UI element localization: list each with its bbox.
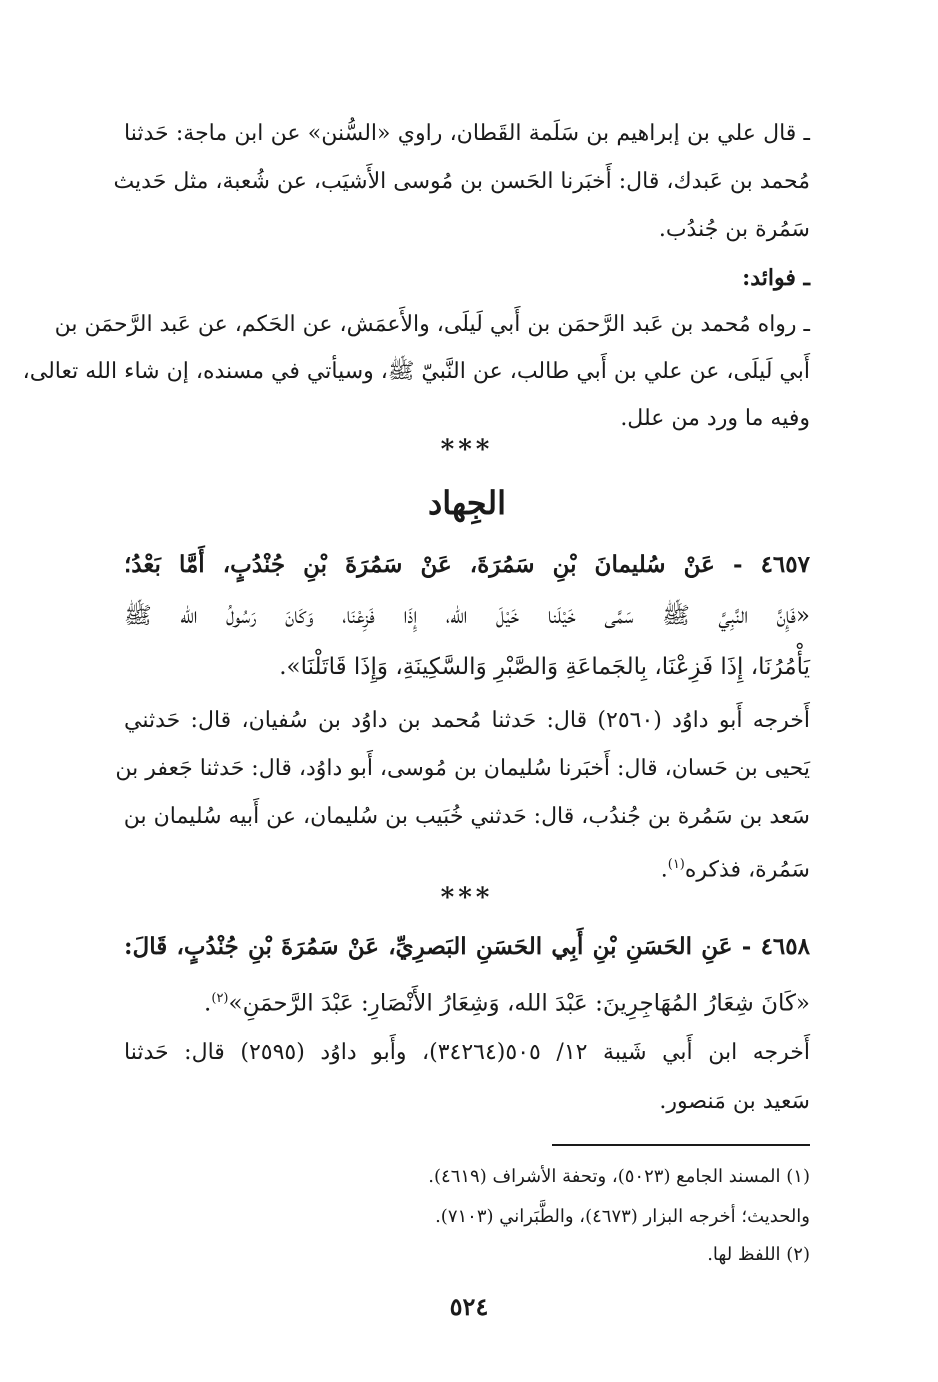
hadith-4658-line: ٤٦٥٨ - عَنِ الحَسَنِ بْنِ أَبِي الحَسَنِ البَصرِيِّ، عَنْ سَمُرَةَ بْنِ جُنْدُبٍ، قَالَ: bbox=[124, 933, 810, 960]
footnote-ref: (٢) bbox=[211, 991, 229, 1006]
benefits-label: ـ فوائد: bbox=[742, 265, 810, 291]
hadith-end: . bbox=[204, 990, 212, 1017]
footnote-ref: (١) bbox=[667, 857, 685, 872]
footnote-rule bbox=[552, 1144, 810, 1146]
text-line: ـ رواه مُحمد بن عَبد الرَّحمَن بن أَبي لَيلَى، والأَعمَش، عن الحَكم، عن عَبد الرَّحمَن بن bbox=[54, 312, 810, 337]
text-line: مُحمد بن عَبدك، قال: أَخبَرنا الحَسن بن مُوسى الأَشيَب، عن شُعبة، مثل حَديث bbox=[113, 169, 810, 194]
takhrij-end: . bbox=[660, 857, 668, 883]
takhrij-line: أَخرجه أَبو داوُد (٢٥٦٠) قال: حَدثنا مُحمد بن داوُد بن سُفيان، قال: حَدثني bbox=[124, 708, 810, 733]
takhrij-line: سَعد بن سَمُرة بن جُندُب، قال: حَدثني خُبَيب بن سُليمان، عن أَبيه سُليمان بن bbox=[123, 804, 810, 829]
footnote: (١) المسند الجامع (٥٠٢٣)، وتحفة الأشراف (٤٦١٩). bbox=[428, 1166, 810, 1187]
text-line: سَمُرة بن جُندُب. bbox=[658, 217, 810, 242]
takhrij-line: أَخرجه ابن أَبي شَيبة ١٢/ ٥٠٥(٣٤٢٦٤)، وأَبو داوُد (٢٥٩٥) قال: حَدثنا bbox=[124, 1040, 811, 1065]
hadith-4657-line: يَأْمُرُنَا، إِذَا فَزِعْنَا، بِالجَماعَةِ وَالصَّبْرِ وَالسَّكِينَةِ، وَإِذَا قَاتَلْنَا». bbox=[279, 654, 810, 680]
footnote: (٢) اللفظ لها. bbox=[707, 1244, 810, 1265]
text-line: ـ قال علي بن إبراهيم بن سَلَمة القَطان، راوي «السُّنن» عن ابن ماجة: حَدثنا bbox=[124, 121, 811, 146]
takhrij-text: سَمُرة، فذكره bbox=[684, 857, 810, 883]
separator: *** bbox=[440, 435, 494, 465]
takhrij-line: يَحيى بن حَسان، قال: أَخبَرنا سُليمان بن مُوسى، أَبو داوُد، قال: حَدثنا جَعفر بن bbox=[115, 756, 810, 781]
hadith-text: «كَانَ شِعَارُ المُهَاجِرِينَ: عَبْدَ الله، وَشِعَارُ الأَنْصَارِ: عَبْدَ الرَّحمَنِ» bbox=[228, 990, 810, 1017]
separator: *** bbox=[440, 883, 494, 913]
hadith-4657-line: «فَإِنَّ النَّبِيَّ ﷺ سَمَّى خَيْلَنا خَيْلَ الله، إِذَا فَزِعْنَا، وَكَانَ رَسُولُ الله ﷺ bbox=[124, 603, 810, 629]
page-number: ٥٢٤ bbox=[449, 1292, 489, 1321]
section-title: الجِهاد bbox=[427, 484, 507, 522]
footnote: والحديث؛ أخرجه البزار (٤٦٧٣)، والطَّبَراني (٧١٠٣). bbox=[435, 1206, 810, 1227]
text-line: أَبي لَيلَى، عن علي بن أَبي طالب، عن النَّبيّ ﷺ، وسيأتي في مسنده، إن شاء الله تعالى، bbox=[22, 359, 810, 384]
takhrij-line: سَعيد بن مَنصور. bbox=[659, 1089, 810, 1114]
text-line: وفيه ما ورد من علل. bbox=[620, 406, 810, 431]
hadith-4658-line bbox=[124, 977, 810, 1021]
hadith-4657-line: ٤٦٥٧ - عَنْ سُليمانَ بْنِ سَمُرَةَ، عَنْ سَمُرَةَ بْنِ جُنْدُبٍ، أَمَّا بَعْدُ؛ bbox=[124, 551, 810, 578]
